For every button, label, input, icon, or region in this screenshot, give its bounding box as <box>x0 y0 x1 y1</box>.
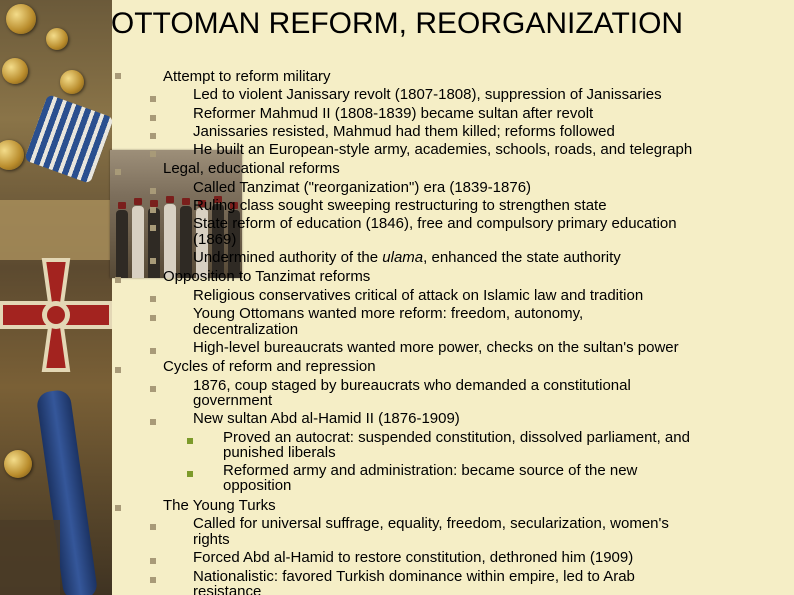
square-bullet-icon <box>150 386 156 392</box>
square-bullet-icon <box>150 133 156 139</box>
list-item: New sultan Abd al-Hamid II (1876-1909) <box>193 410 460 427</box>
square-bullet-icon <box>115 367 121 373</box>
list-item: Called for universal suffrage, equality, freedom, secularization, women's <box>193 515 669 532</box>
list-item: Forced Abd al-Hamid to restore constitution, dethroned him (1909) <box>193 549 634 566</box>
list-item: Nationalistic: favored Turkish dominance within empire, led to Arab <box>193 568 635 585</box>
list-item: Religious conservatives critical of attack on Islamic law and tradition <box>193 287 644 304</box>
list-item-continuation: government <box>193 392 273 409</box>
section-heading: Cycles of reform and repression <box>163 358 376 375</box>
square-bullet-icon <box>150 258 156 264</box>
square-bullet-icon <box>115 505 121 511</box>
square-bullet-icon <box>150 115 156 121</box>
list-item: Undermined authority of the ulama, enhanced the state authority <box>193 249 621 266</box>
list-item-continuation: resistance <box>193 583 262 595</box>
list-item: He built an European-style army, academies, schools, roads, and telegraph <box>193 141 693 158</box>
square-bullet-icon <box>115 73 121 79</box>
sub-list-item-continuation: punished liberals <box>223 444 336 461</box>
square-bullet-icon <box>150 296 156 302</box>
list-item-continuation: rights <box>193 531 230 548</box>
list-item: State reform of education (1846), free and compulsory primary education <box>193 215 677 232</box>
list-item: Reformer Mahmud II (1808-1839) became sultan after revolt <box>193 105 594 122</box>
list-item-continuation: decentralization <box>193 321 299 338</box>
section-heading: Legal, educational reforms <box>163 160 340 177</box>
square-bullet-icon <box>187 471 193 477</box>
section-heading: Attempt to reform military <box>163 68 331 85</box>
square-bullet-icon <box>150 225 156 231</box>
section-heading: The Young Turks <box>163 497 276 514</box>
list-item: 1876, coup staged by bureaucrats who demanded a constitutional <box>193 377 631 394</box>
sub-list-item: Proved an autocrat: suspended constitution, dissolved parliament, and <box>223 429 690 446</box>
square-bullet-icon <box>150 348 156 354</box>
list-item: Ruling class sought sweeping restructuring to strengthen state <box>193 197 607 214</box>
square-bullet-icon <box>150 188 156 194</box>
square-bullet-icon <box>150 524 156 530</box>
square-bullet-icon <box>150 207 156 213</box>
sub-list-item: Reformed army and administration: became source of the new <box>223 462 638 479</box>
square-bullet-icon <box>150 315 156 321</box>
square-bullet-icon <box>150 96 156 102</box>
section-heading: Opposition to Tanzimat reforms <box>163 268 371 285</box>
square-bullet-icon <box>150 558 156 564</box>
list-item: Janissaries resisted, Mahmud had them killed; reforms followed <box>193 123 615 140</box>
square-bullet-icon <box>150 151 156 157</box>
list-item: Called Tanzimat ("reorganization") era (1839-1876) <box>193 179 532 196</box>
square-bullet-icon <box>150 577 156 583</box>
list-item-continuation: (1869) <box>193 231 237 248</box>
square-bullet-icon <box>115 277 121 283</box>
square-bullet-icon <box>115 169 121 175</box>
list-item: Led to violent Janissary revolt (1807-1808), suppression of Janissaries <box>193 86 662 103</box>
list-item: High-level bureaucrats wanted more power, checks on the sultan's power <box>193 339 679 356</box>
square-bullet-icon <box>187 438 193 444</box>
sub-list-item-continuation: opposition <box>223 477 292 494</box>
slide-title: OTTOMAN REFORM, REORGANIZATION <box>110 7 684 40</box>
square-bullet-icon <box>150 419 156 425</box>
list-item: Young Ottomans wanted more reform: freedom, autonomy, <box>193 305 584 322</box>
